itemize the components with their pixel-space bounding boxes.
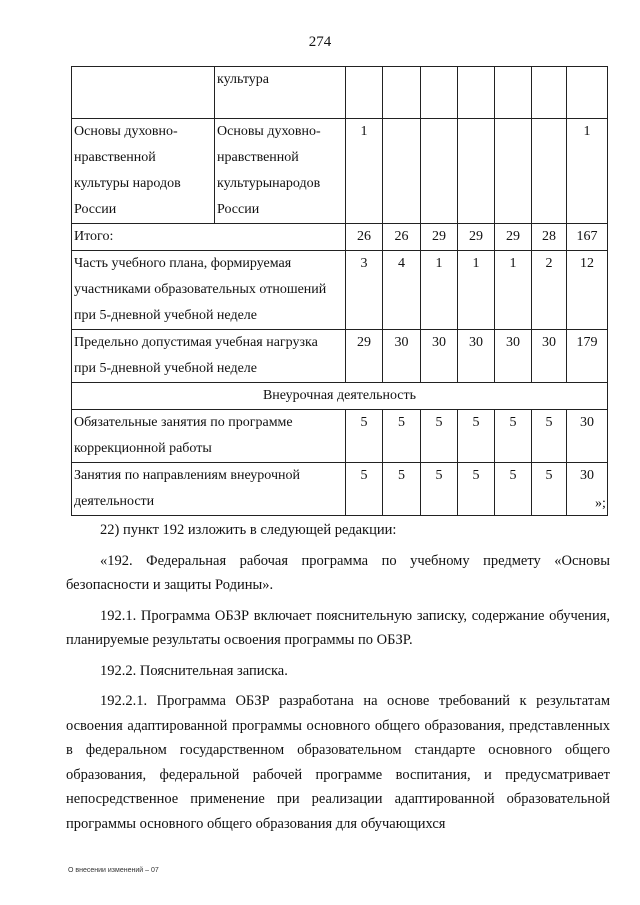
row-label: Итого: <box>72 224 346 251</box>
hours-cell: 30 <box>495 330 532 383</box>
table-row <box>72 251 608 330</box>
hours-cell: 30 <box>532 330 567 383</box>
hours-cell: 30 <box>421 330 458 383</box>
table-row <box>72 330 608 383</box>
row-label: Занятия по направлениям внеурочной деятельности <box>72 463 346 516</box>
hours-cell <box>458 67 495 119</box>
hours-cell <box>532 67 567 119</box>
hours-cell: 5 <box>458 463 495 516</box>
table-row <box>72 224 608 251</box>
hours-cell: 5 <box>495 410 532 463</box>
hours-cell <box>383 119 421 224</box>
paragraph: «192. Федеральная рабочая программа по учебному предмету «Основы безопасности и защиты Родины». <box>66 552 610 593</box>
hours-cell <box>421 119 458 224</box>
hours-cell: 5 <box>421 463 458 516</box>
hours-cell: 3 <box>346 251 383 330</box>
table-closing-quote: »; <box>595 496 606 511</box>
hours-cell: 30 <box>383 330 421 383</box>
hours-cell: 5 <box>421 410 458 463</box>
table-section-row <box>72 383 608 410</box>
hours-cell <box>421 67 458 119</box>
hours-cell <box>383 67 421 119</box>
hours-cell <box>567 67 608 119</box>
hours-cell: 5 <box>346 410 383 463</box>
hours-cell: 29 <box>458 224 495 251</box>
hours-cell: 1 <box>567 119 608 224</box>
subject-area-cell: Основы духовно-нравственной культуры народов России <box>72 119 215 224</box>
hours-cell: 5 <box>532 410 567 463</box>
hours-cell: 1 <box>346 119 383 224</box>
hours-cell <box>458 119 495 224</box>
subject-cell: Основы духовно-нравственной культурынародов России <box>215 119 346 224</box>
paragraph: 192.1. Программа ОБЗР включает пояснительную записку, содержание обучения, планируемые результаты освоения программы по ОБЗР. <box>66 607 610 648</box>
body-text <box>66 518 610 838</box>
hours-cell: 167 <box>567 224 608 251</box>
footer-note: О внесении изменений – 07 <box>68 867 159 874</box>
hours-cell: 26 <box>383 224 421 251</box>
subject-area-cell <box>72 67 215 119</box>
hours-cell: 30 <box>458 330 495 383</box>
hours-cell: 5 <box>346 463 383 516</box>
table-row <box>72 67 608 119</box>
hours-cell: 2 <box>532 251 567 330</box>
hours-cell: 179 <box>567 330 608 383</box>
hours-cell <box>495 67 532 119</box>
hours-cell: 30 <box>567 463 608 516</box>
hours-cell: 1 <box>421 251 458 330</box>
hours-cell: 30 <box>567 410 608 463</box>
hours-cell: 29 <box>346 330 383 383</box>
row-label: Предельно допустимая учебная нагрузка при 5-дневной учебной неделе <box>72 330 346 383</box>
hours-cell: 12 <box>567 251 608 330</box>
hours-cell: 26 <box>346 224 383 251</box>
row-label: Часть учебного плана, формируемая участниками образовательных отношений при 5-дневной учебной неделе <box>72 251 346 330</box>
paragraph: 192.2.1. Программа ОБЗР разработана на основе требований к результатам освоения адаптированной программы основного общего образования, представленных в федеральном государственном образовательном стандарте основного общего образования, федеральной рабочей программе воспитания, и предусматривает непосредственное применение при реализации адаптированной образовательной программы основного общего образования для обучающихся <box>66 693 610 832</box>
curriculum-table <box>71 66 608 516</box>
hours-cell: 4 <box>383 251 421 330</box>
hours-cell: 29 <box>495 224 532 251</box>
hours-cell <box>532 119 567 224</box>
page-number: 274 <box>308 34 332 50</box>
hours-cell: 5 <box>458 410 495 463</box>
hours-cell: 29 <box>421 224 458 251</box>
hours-cell: 5 <box>495 463 532 516</box>
hours-cell: 5 <box>383 463 421 516</box>
hours-cell: 28 <box>532 224 567 251</box>
hours-cell: 5 <box>383 410 421 463</box>
section-heading: Внеурочная деятельность <box>72 383 608 410</box>
hours-cell: 1 <box>458 251 495 330</box>
table-row <box>72 463 608 516</box>
hours-cell <box>346 67 383 119</box>
hours-cell: 5 <box>532 463 567 516</box>
paragraph: 192.2. Пояснительная записка. <box>100 662 288 679</box>
table-row <box>72 119 608 224</box>
paragraph: 22) пункт 192 изложить в следующей редакции: <box>100 522 397 538</box>
subject-cell: культура <box>215 67 346 119</box>
hours-cell <box>495 119 532 224</box>
row-label: Обязательные занятия по программе коррекционной работы <box>72 410 346 463</box>
table-row <box>72 410 608 463</box>
hours-cell: 1 <box>495 251 532 330</box>
